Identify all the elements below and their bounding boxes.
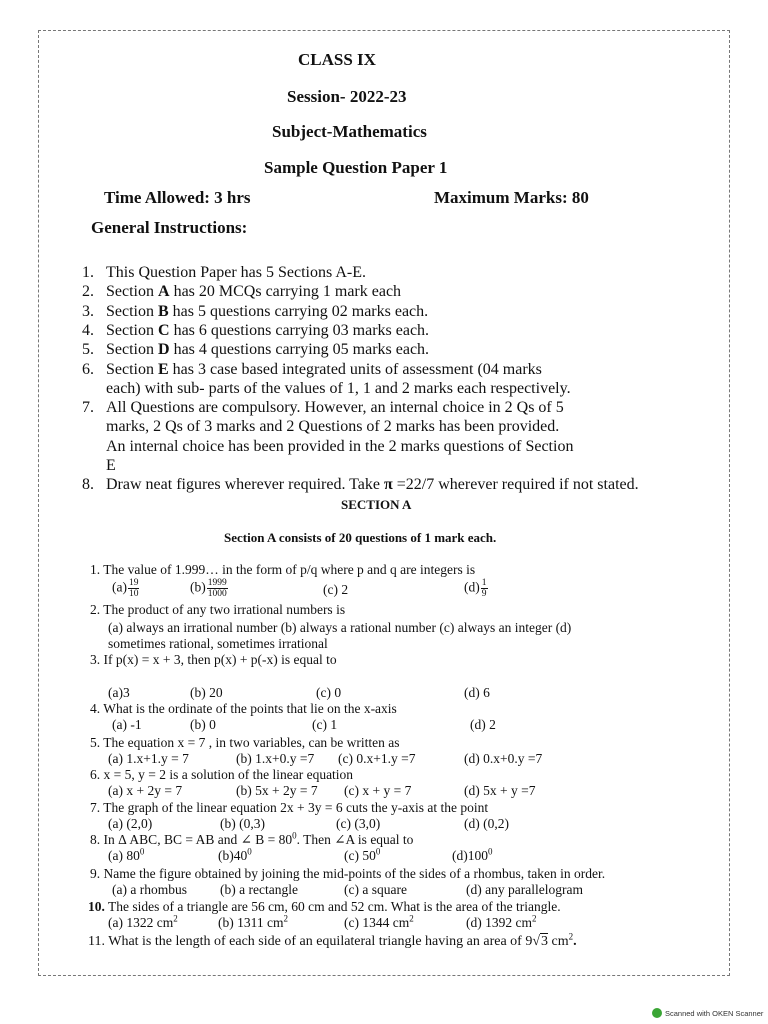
paper-title: Sample Question Paper 1	[264, 158, 448, 177]
question-8: 8. In Δ ABC, BC = AB and ∠ $B = 80^0$. Then ∠A is equal to	[90, 830, 414, 847]
q9-option-a: (a) a rhombus	[112, 882, 187, 897]
q8-option-b: $(b)40^0$	[218, 846, 252, 863]
q4-option-d: (d) 2	[470, 717, 496, 732]
instruction-text: Draw neat figures wherever required. Take π =22/7 wherever required if not stated.	[106, 476, 639, 494]
instruction-number: 5.	[82, 341, 94, 359]
instruction-text: All Questions are compulsory. However, an internal choice in 2 Qs of 5	[106, 399, 564, 417]
instruction-number: 3.	[82, 302, 94, 320]
q6-option-c: (c) x + y = 7	[344, 783, 412, 798]
instruction-text: Section C has 6 questions carrying 03 marks each.	[106, 321, 430, 339]
question-5: 5. The equation x = 7 , in two variables, can be written as	[90, 735, 400, 750]
q10-option-d: (d) 1392 $cm^2$	[466, 913, 537, 930]
q8-option-d: $(d)100^0$	[452, 846, 493, 863]
q3-option-b: (b) 20	[190, 685, 223, 700]
q4-option-b: (b) 0	[190, 717, 216, 732]
q3-option-c: (c) 0	[316, 685, 342, 700]
question-10: 10. The sides of a triangle are 56 cm, 60 cm and 52 cm. What is the area of the triangle.	[88, 899, 561, 914]
q1-option-a: (a) $\frac{19}{10}$	[112, 578, 139, 599]
q10-option-c: (c) 1344 $cm^2$	[344, 913, 414, 930]
instruction-number: 6.	[82, 360, 94, 378]
q6-option-a: (a) x + 2y = 7	[108, 783, 183, 798]
session-heading: Session- 2022-23	[287, 87, 407, 106]
subject-heading: Subject-Mathematics	[272, 122, 427, 141]
q6-option-d: (d) 5x + y =7	[464, 783, 536, 798]
question-3: 3. If p(x) = x + 3, then p(x) + p(-x) is equal to	[90, 652, 337, 667]
time-allowed: Time Allowed: 3 hrs	[104, 188, 251, 207]
question-11: 11. What is the length of each side of an equilateral triangle having an area of 9√3 $cm^2$.	[88, 931, 577, 949]
q7-option-d: (d) (0,2)	[464, 816, 509, 831]
q4-option-a: (a) -1	[112, 717, 142, 732]
scanner-watermark	[652, 1008, 763, 1018]
instruction-text: Section E has 3 case based integrated units of assessment (04 marks	[106, 360, 542, 378]
instruction-text: E	[106, 456, 116, 474]
class-heading: CLASS IX	[298, 50, 376, 69]
q5-option-b: (b) 1.x+0.y =7	[236, 751, 315, 766]
q5-option-c: (c) 0.x+1.y =7	[338, 751, 416, 766]
q7-option-c: (c) (3,0)	[336, 816, 381, 831]
instruction-text: marks, 2 Qs of 3 marks and 2 Questions of 2 marks has been provided.	[106, 418, 560, 436]
scanner-label: Scanned with OKEN Scanner	[665, 1008, 764, 1018]
general-instructions-heading: General Instructions:	[91, 218, 248, 237]
question-1: 1. The value of 1.999… in the form of p/q where p and q are integers is	[90, 562, 476, 577]
q9-option-d: (d) any parallelogram	[466, 882, 583, 897]
q9-option-b: (b) a rectangle	[220, 882, 298, 897]
instruction-text: Section B has 5 questions carrying 02 marks each.	[106, 302, 429, 320]
section-title: SECTION A	[341, 497, 412, 512]
question-4: 4. What is the ordinate of the points that lie on the x-axis	[90, 701, 397, 716]
q9-option-c: (c) a square	[344, 882, 407, 897]
q8-option-c: (c) $50^0$	[344, 846, 381, 863]
instruction-text: each) with sub- parts of the values of 1, 1 and 2 marks each respectively.	[106, 379, 571, 397]
maximum-marks: Maximum Marks: 80	[434, 188, 589, 207]
scanner-logo-icon	[652, 1008, 662, 1018]
q10-option-a: (a) 1322 $cm^2$	[108, 913, 178, 930]
q10-option-b: (b) 1311 $cm^2$	[218, 913, 288, 930]
instruction-number: 1.	[82, 264, 94, 281]
instruction-text: Section D has 4 questions carrying 05 marks each.	[106, 341, 430, 359]
q7-option-b: (b) (0,3)	[220, 816, 265, 831]
question-9: 9. Name the figure obtained by joining the mid-points of the sides of a rhombus, taken in order.	[90, 866, 606, 881]
q3-option-d: (d) 6	[464, 685, 490, 700]
question-2: 2. The product of any two irrational numbers is	[90, 602, 346, 617]
instruction-text: Section A has 20 MCQs carrying 1 mark each	[106, 283, 402, 301]
question-7: 7. The graph of the linear equation 2x + 3y = 6 cuts the y-axis at the point	[90, 800, 489, 815]
q5-option-d: (d) 0.x+0.y =7	[464, 751, 543, 766]
question-6: 6. x = 5, y = 2 is a solution of the linear equation	[90, 767, 354, 782]
instruction-text: This Question Paper has 5 Sections A-E.	[106, 264, 366, 281]
q1-option-d: (d) $\frac{1}{9}$	[464, 578, 487, 599]
section-subtitle: Section A consists of 20 questions of 1 mark each.	[224, 530, 497, 545]
q1-option-c: (c) 2	[323, 582, 349, 597]
q7-option-a: (a) (2,0)	[108, 816, 153, 831]
q5-option-a: (a) 1.x+1.y = 7	[108, 751, 189, 766]
q2-options-line-2: sometimes rational, sometimes irrational	[108, 636, 328, 651]
instruction-number: 2.	[82, 283, 94, 301]
q8-option-a: (a) $80^0$	[108, 846, 145, 863]
q1-option-b: (b) $\frac{1999}{1000}$	[190, 578, 227, 599]
instruction-number: 8.	[82, 476, 94, 494]
instruction-number: 4.	[82, 321, 94, 339]
q6-option-b: (b) 5x + 2y = 7	[236, 783, 318, 798]
instruction-number: 7.	[82, 399, 94, 417]
q2-options-line: (a) always an irrational number (b) always a rational number (c) always an integer (d)	[108, 620, 572, 635]
q3-option-a: (a)3	[108, 685, 130, 700]
q4-option-c: (c) 1	[312, 717, 338, 732]
instruction-text: An internal choice has been provided in the 2 marks questions of Section	[106, 437, 574, 455]
